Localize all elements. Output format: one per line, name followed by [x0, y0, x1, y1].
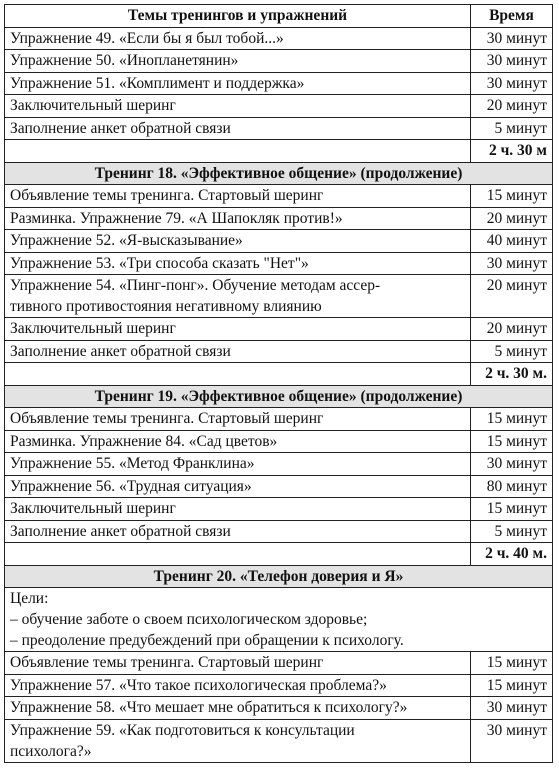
- activity-name: Упражнение 55. «Метод Франклина»: [5, 453, 471, 476]
- table-row: [5, 475, 553, 498]
- goals-row: [5, 588, 553, 652]
- table-row: [5, 697, 553, 720]
- total-row: [5, 140, 553, 163]
- activity-duration: 5 минут: [471, 340, 553, 363]
- goal-item: – обучение заботе о своем психологическом здоровье;: [10, 611, 368, 628]
- activity-duration: 20 минут: [471, 95, 553, 118]
- activity-duration: 15 минут: [471, 674, 553, 697]
- table-row: [5, 230, 553, 253]
- activity-duration: 15 минут: [471, 652, 553, 675]
- activity-name: Заполнение анкет обратной связи: [5, 340, 471, 363]
- total-label-cell: [5, 363, 471, 386]
- activity-name: Заключительный шеринг: [5, 95, 471, 118]
- table-row: [5, 95, 553, 118]
- activity-duration: 30 минут: [471, 27, 553, 50]
- table-row: [5, 50, 553, 73]
- table-row: [5, 719, 553, 762]
- activity-name: Объявление темы тренинга. Стартовый шеринг: [5, 408, 471, 431]
- table-row: [5, 207, 553, 230]
- section-header-row: [5, 385, 553, 408]
- total-row: [5, 543, 553, 566]
- activity-name: Упражнение 59. «Как подготовиться к консультации психолога?»: [5, 719, 471, 762]
- activity-duration: 30 минут: [471, 719, 553, 762]
- activity-name: Упражнение 49. «Если бы я был тобой...»: [5, 27, 471, 50]
- activity-duration: 15 минут: [471, 185, 553, 208]
- activity-duration: 15 минут: [471, 430, 553, 453]
- table-row: [5, 72, 553, 95]
- activity-name: Упражнение 50. «Инопланетянин»: [5, 50, 471, 73]
- section-title: Тренинг 18. «Эффективное общение» (продолжение): [5, 162, 553, 185]
- activity-duration: 20 минут: [471, 275, 553, 318]
- goals-cell: [5, 588, 553, 652]
- table-row: [5, 318, 553, 341]
- activity-duration: 20 минут: [471, 207, 553, 230]
- activity-name: Упражнение 52. «Я-высказывание»: [5, 230, 471, 253]
- activity-name: Объявление темы тренинга. Стартовый шеринг: [5, 185, 471, 208]
- table-row: [5, 674, 553, 697]
- activity-duration: 30 минут: [471, 697, 553, 720]
- section-title: Тренинг 20. «Телефон доверия и Я»: [5, 565, 553, 588]
- activity-name: Упражнение 58. «Что мешает мне обратиться к психологу?»: [5, 697, 471, 720]
- activity-duration: 40 минут: [471, 230, 553, 253]
- activity-duration: 5 минут: [471, 117, 553, 140]
- activity-duration: 20 минут: [471, 318, 553, 341]
- total-duration: 2 ч. 40 м.: [471, 543, 553, 566]
- goal-item: – преодоление предубеждений при обращении к психологу.: [10, 632, 404, 649]
- table-row: [5, 498, 553, 521]
- activity-duration: 30 минут: [471, 252, 553, 275]
- activity-name: Заполнение анкет обратной связи: [5, 117, 471, 140]
- activity-name: Упражнение 56. «Трудная ситуация»: [5, 475, 471, 498]
- activity-name: Упражнение 51. «Комплимент и поддержка»: [5, 72, 471, 95]
- table-header-row: [5, 5, 553, 28]
- total-row: [5, 363, 553, 386]
- total-label-cell: [5, 140, 471, 163]
- activity-name: Объявление темы тренинга. Стартовый шеринг: [5, 652, 471, 675]
- activity-duration: 30 минут: [471, 72, 553, 95]
- table-row: [5, 185, 553, 208]
- header-time: Время: [471, 5, 553, 28]
- activity-name: Упражнение 54. «Пинг-понг». Обучение методам ассер- тивного противостояния негативному влиянию: [5, 275, 471, 318]
- section-header-row: [5, 565, 553, 588]
- goals-title: Цели:: [10, 590, 49, 607]
- table-row: [5, 252, 553, 275]
- activity-name: Разминка. Упражнение 79. «А Шапокляк против!»: [5, 207, 471, 230]
- activity-duration: 5 минут: [471, 520, 553, 543]
- activity-duration: 30 минут: [471, 453, 553, 476]
- table-body: [5, 27, 553, 762]
- activity-duration: 15 минут: [471, 498, 553, 521]
- training-schedule-table: [4, 4, 553, 763]
- section-title: Тренинг 19. «Эффективное общение» (продолжение): [5, 385, 553, 408]
- total-duration: 2 ч. 30 м: [471, 140, 553, 163]
- activity-duration: 80 минут: [471, 475, 553, 498]
- total-duration: 2 ч. 30 м.: [471, 363, 553, 386]
- header-topics: Темы тренингов и упражнений: [5, 5, 471, 28]
- activity-name: Заключительный шеринг: [5, 498, 471, 521]
- table-row: [5, 117, 553, 140]
- table-row: [5, 408, 553, 431]
- table-row: [5, 430, 553, 453]
- activity-name: Разминка. Упражнение 84. «Сад цветов»: [5, 430, 471, 453]
- activity-name: Упражнение 57. «Что такое психологическая проблема?»: [5, 674, 471, 697]
- section-header-row: [5, 162, 553, 185]
- table-row: [5, 27, 553, 50]
- total-label-cell: [5, 543, 471, 566]
- table-row: [5, 453, 553, 476]
- activity-duration: 15 минут: [471, 408, 553, 431]
- activity-name: Заключительный шеринг: [5, 318, 471, 341]
- table-row: [5, 340, 553, 363]
- activity-name: Упражнение 53. «Три способа сказать "Нет"»: [5, 252, 471, 275]
- activity-name: Заполнение анкет обратной связи: [5, 520, 471, 543]
- table-row: [5, 275, 553, 318]
- table-row: [5, 520, 553, 543]
- activity-duration: 30 минут: [471, 50, 553, 73]
- table-row: [5, 652, 553, 675]
